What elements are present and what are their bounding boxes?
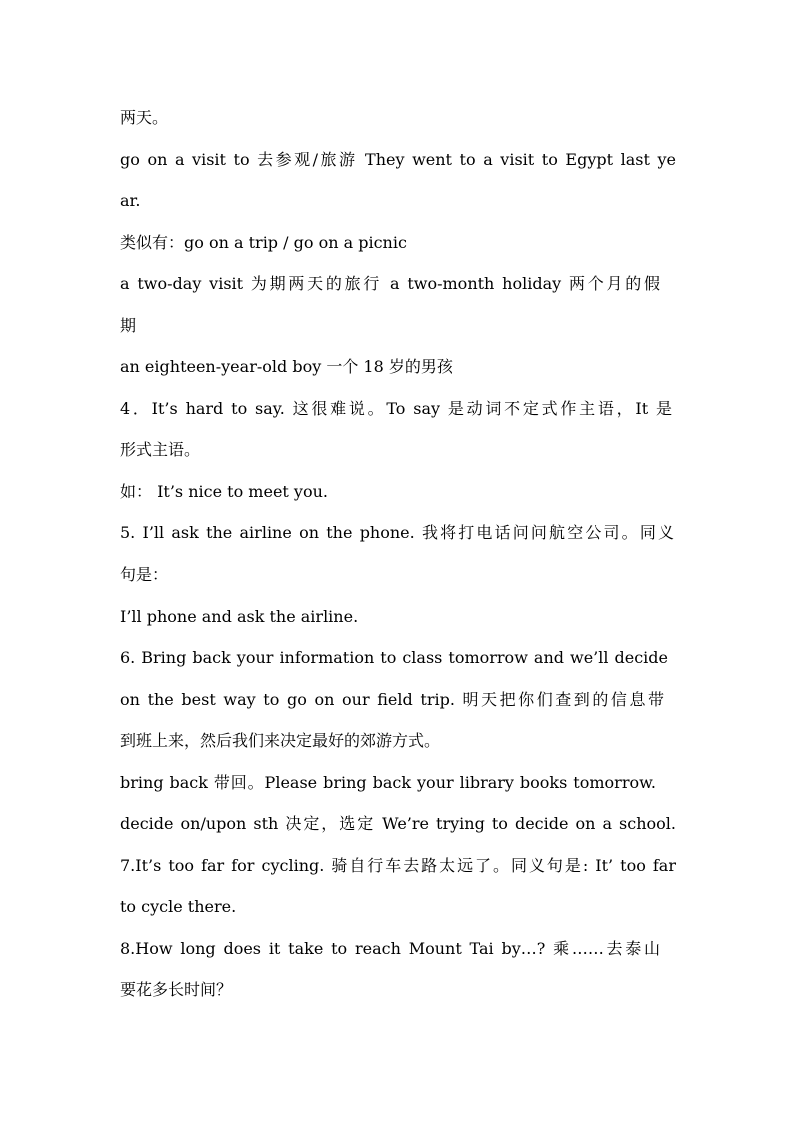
text-line: 5. I’ll ask the airline on the phone. 我将打电话问问航空公司。同义 bbox=[120, 523, 674, 542]
text-line: 期 bbox=[120, 316, 137, 335]
text-line: on the best way to go on our field trip. 明天把你们查到的信息带 bbox=[120, 690, 664, 709]
text-line: 句是： bbox=[120, 565, 169, 584]
text-line: 7.It’s too far for cycling. 骑自行车去路太远了。同义句是: It’ too far bbox=[120, 856, 676, 875]
text-line: bring back 带回。Please bring back your library books tomorrow. bbox=[120, 773, 656, 792]
text-line: a two-day visit 为期两天的旅行 a two-month holiday 两个月的假 bbox=[120, 274, 660, 293]
text-line: 类似有：go on a trip / go on a picnic bbox=[120, 233, 407, 252]
text-line: I’ll phone and ask the airline. bbox=[120, 607, 359, 626]
text-line: decide on/upon sth 决定，选定 We’re trying to decide on a school. bbox=[120, 814, 676, 833]
text-line: ar. bbox=[120, 191, 141, 210]
text-line: an eighteen-year-old boy 一个 18 岁的男孩 bbox=[120, 357, 453, 376]
text-line: 到班上来，然后我们来决定最好的郊游方式。 bbox=[120, 731, 441, 750]
text-line: 6. Bring back your information to class tomorrow and we’ll decide bbox=[120, 648, 668, 667]
text-line: 如： It’s nice to meet you. bbox=[120, 482, 328, 501]
text-line: 8.How long does it take to reach Mount Tai by…? 乘……去泰山 bbox=[120, 939, 660, 958]
text-line: 两天。 bbox=[120, 108, 169, 127]
text-line: 形式主语。 bbox=[120, 440, 201, 459]
text-line: 4．It’s hard to say. 这很难说。To say 是动词不定式作主语，It 是 bbox=[120, 399, 672, 418]
text-line: to cycle there. bbox=[120, 897, 237, 916]
text-line: 要花多长时间？ bbox=[120, 980, 233, 999]
text-line: go on a visit to 去参观/旅游 They went to a visit to Egypt last ye bbox=[120, 150, 676, 169]
